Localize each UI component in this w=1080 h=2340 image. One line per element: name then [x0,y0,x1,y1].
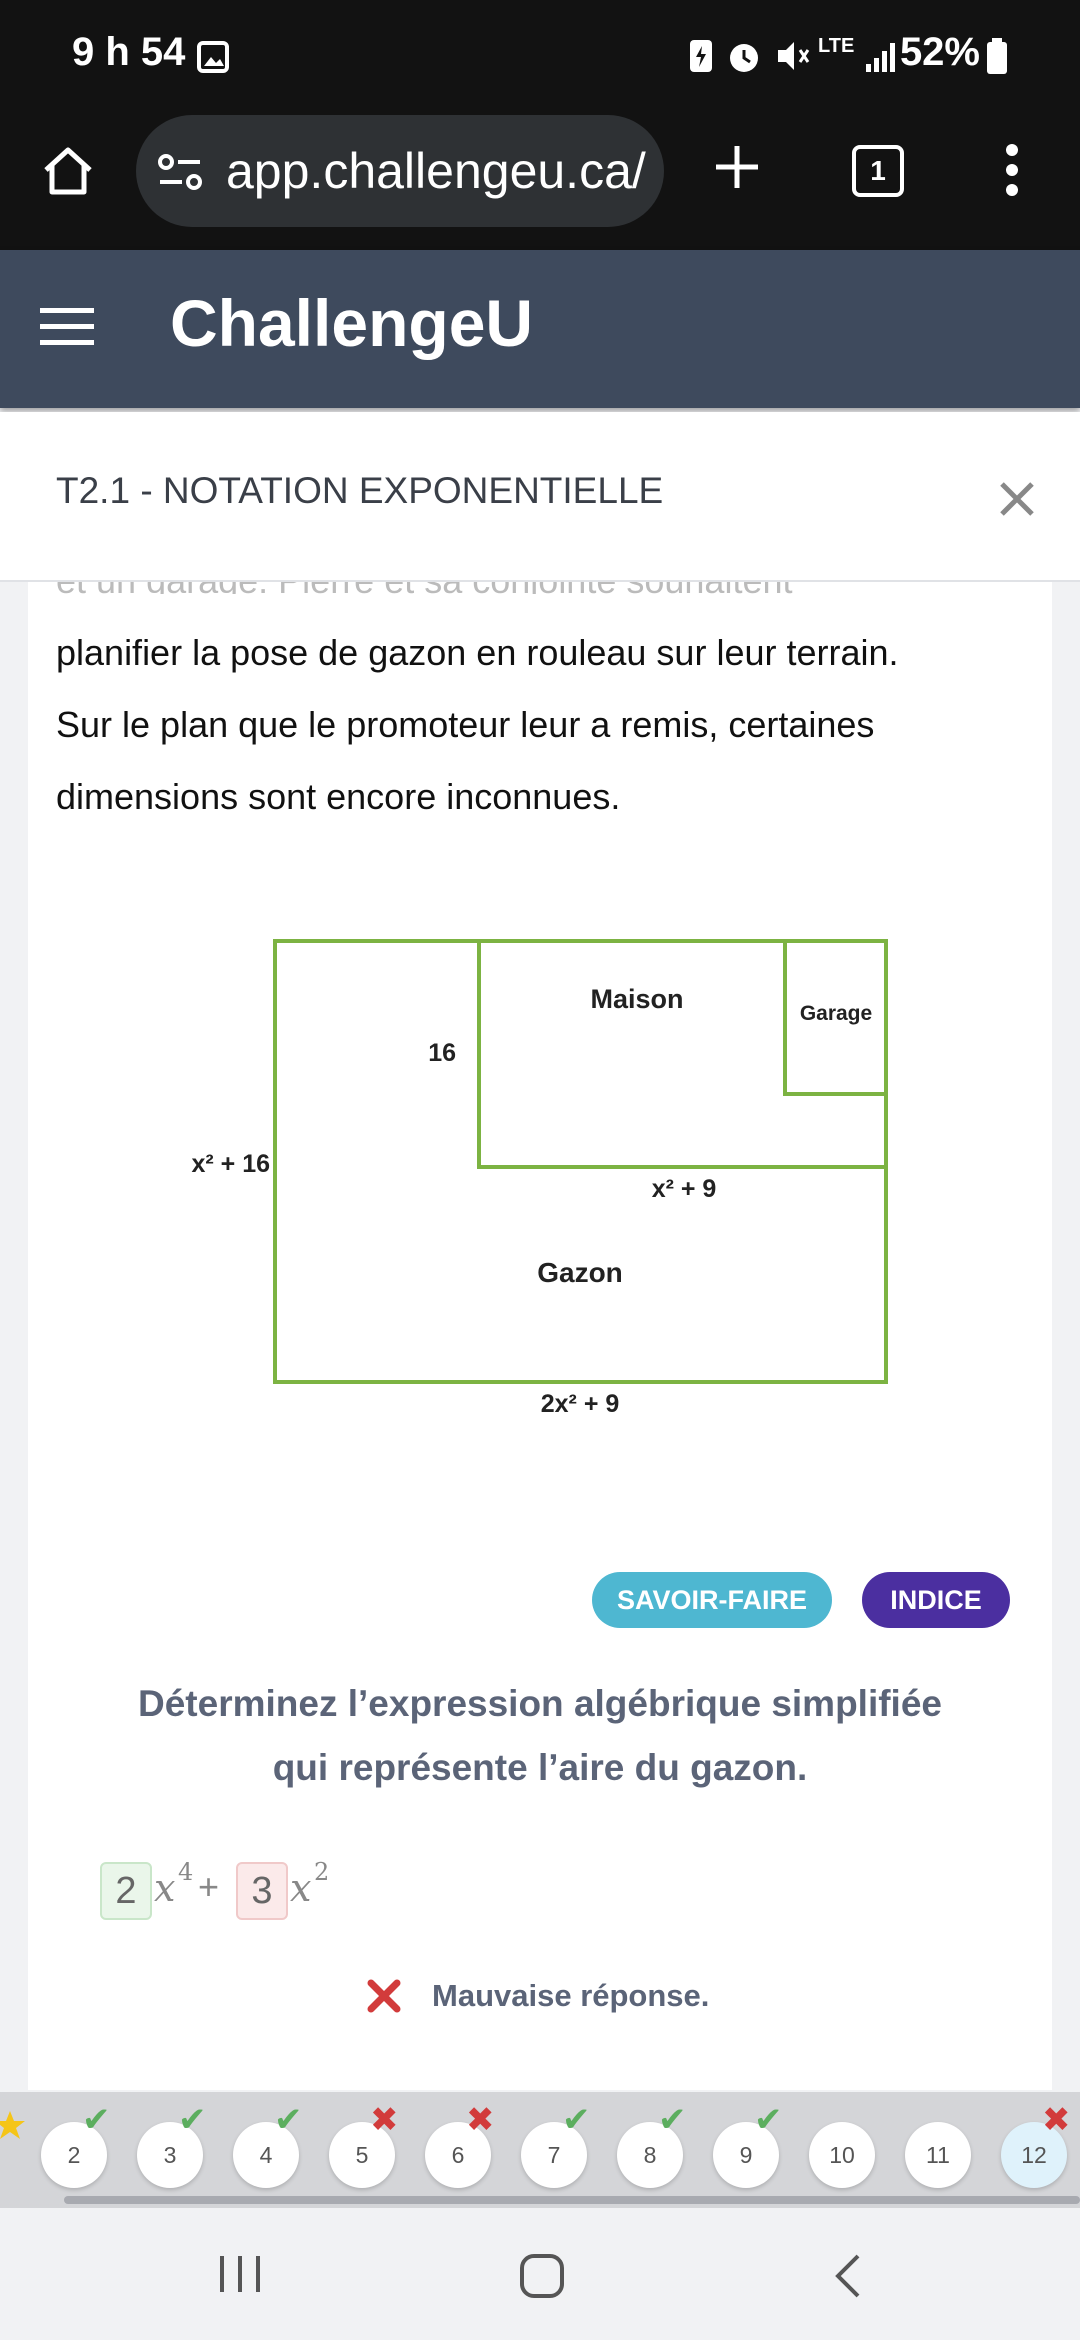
question-nav-number: 10 [829,2141,855,2168]
signal-icon [864,38,902,74]
label-maison: Maison [590,984,684,1014]
savoir-faire-button[interactable]: SAVOIR-FAIRE [592,1572,832,1628]
question-nav-number: 8 [643,2141,657,2168]
answer-exp2: 2 [314,1858,330,1886]
answer-plus: + [198,1866,220,1907]
back-icon[interactable] [830,2252,866,2300]
plus-icon[interactable] [712,142,762,192]
question-nav-number: 2 [67,2141,81,2168]
more-vert-icon[interactable] [998,140,1026,200]
network-type: LTE [818,35,855,57]
problem-line-1: planifier la pose de gazon en rouleau sur leur terrain. [56,632,899,673]
problem-line-3: dimensions sont encore inconnues. [56,776,621,817]
label-gazon: Gazon [537,1257,623,1288]
star-icon[interactable] [0,2108,26,2142]
answer-input-coef2[interactable]: 3 [236,1862,288,1920]
x-mark-icon: ✖ [466,2101,495,2139]
answer-exp1: 4 [178,1858,194,1886]
home-nav-icon[interactable] [518,2252,566,2300]
lot-outline [275,941,886,1382]
problem-line-2: Sur le plan que le promoteur leur a remis, certaines [56,704,875,745]
question-nav-number: 5 [355,2141,369,2168]
label-left-side: x² + 16 [191,1150,270,1178]
label-bottom-side: 2x² + 9 [540,1390,620,1418]
url-text[interactable]: app.challengeu.ca/ [226,143,646,199]
answer-var1: x [154,1866,176,1910]
question-nav-item[interactable] [905,2122,971,2188]
question-nav-number: 9 [739,2141,753,2168]
alarm-icon [724,36,764,76]
hint-button[interactable]: INDICE [862,1572,1010,1628]
question-nav-number: 3 [163,2141,177,2168]
check-icon: ✔ [562,2101,591,2139]
label-garage: Garage [799,1002,873,1025]
question-nav-number: 12 [1021,2141,1047,2168]
tabs-count: 1 [870,155,886,186]
x-mark-icon: ✖ [1042,2101,1071,2139]
question-nav-number: 11 [926,2141,950,2168]
question-line-1: Déterminez l’expression algébrique simplifiée [138,1683,942,1724]
feedback-text: Mauvaise réponse. [432,1978,710,2013]
answer-var2: x [290,1866,312,1910]
site-settings-icon[interactable] [156,150,206,194]
close-icon[interactable] [998,480,1036,518]
image-notification-icon [196,40,230,74]
check-icon: ✔ [82,2101,111,2139]
question-nav-number: 7 [547,2141,561,2168]
x-mark-icon [366,1978,402,2014]
tabs-icon[interactable] [852,145,904,197]
check-icon: ✔ [178,2101,207,2139]
x-mark-icon: ✖ [370,2101,399,2139]
hamburger-icon[interactable] [40,306,94,348]
question-nav-number: 6 [451,2141,465,2168]
battery-saver-icon [686,36,716,76]
app-title: ChallengeU [170,286,534,360]
check-icon: ✔ [754,2101,783,2139]
lot-diagram [150,920,930,1440]
recent-apps-icon[interactable] [216,2252,264,2296]
question-line-2: qui représente l’aire du gazon. [272,1747,808,1788]
question-nav-item[interactable] [809,2122,875,2188]
mute-icon [772,36,812,76]
nav-scrollbar[interactable] [64,2196,1080,2204]
label-sixteen: 16 [428,1039,456,1067]
modal-title: T2.1 - NOTATION EXPONENTIELLE [56,470,664,511]
answer-input-coef1[interactable]: 2 [100,1862,152,1920]
label-inner-bottom: x² + 9 [651,1175,717,1203]
battery-icon [986,38,1008,76]
app-header [0,250,1080,408]
check-icon: ✔ [274,2101,303,2139]
question-nav-number: 4 [259,2141,273,2168]
status-time: 9 h 54 [72,30,186,74]
home-icon[interactable] [38,140,98,200]
check-icon: ✔ [658,2101,687,2139]
question-text [80,1672,1000,1800]
house-outline [479,941,886,1167]
battery-percent: 52% [899,30,980,74]
